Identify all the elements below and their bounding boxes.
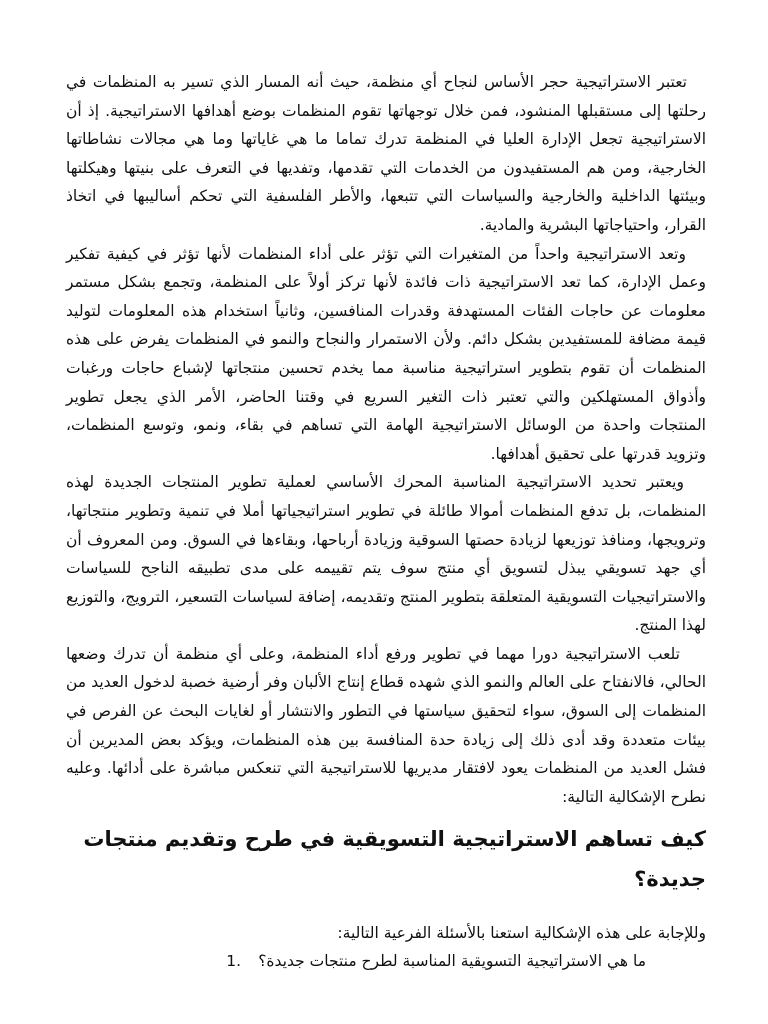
research-question-heading: كيف تساهم الاستراتيجية التسويقية في طرح وتقديم منتجات جديدة؟ (83, 827, 706, 892)
sub-questions-list (66, 947, 706, 975)
question-number: 1. (226, 952, 241, 971)
sub-questions-intro: وللإجابة على هذه الإشكالية استعنا بالأسئلة الفرعية التالية: (337, 924, 706, 943)
question-text: ما هي الاستراتيجية التسويقية المناسبة لطرح منتجات جديدة؟ (258, 952, 646, 971)
paragraph-1: تعتبر الاستراتيجية حجر الأساس لنجاح أي منظمة، حيث أنه المسار الذي تسير به المنظمات في رحلتها إلى مستقبلها المنشود، فمن خلال توجهاتها تقوم المنظمات بوضع أهدافها الاستراتيجية. إذ أن الاستراتيجية تجعل الإدارة العليا في المنظمة تدرك تماما ما هي غاياتها وما هي مجالات نشاطاتها الخارجية، ومن هم المستفيدون من الخدمات التي تقدمها، وتفديها في التعرف على بنيتها وهيكلتها وبيئتها الداخلية والخارجية والسياسات التي تتبعها، والأطر الفلسفية التي تحكم أساليبها في اتخاذ القرار، واحتياجاتها البشرية والمادية. (66, 73, 706, 234)
paragraph-3: ويعتبر تحديد الاستراتيجية المناسبة المحرك الأساسي لعملية تطوير المنتجات الجديدة لهذه المنظمات، بل تدفع المنظمات أموالا طائلة في تطوير استراتيجياتها أملا في تنمية وتطوير منتجاتها، وترويجها، ومنافذ توزيعها لزيادة حصتها السوقية وزيادة أرباحها، وبقاءها في السوق. ومن المعروف أن أي جهد تسويقي يبذل لتسويق أي منتج سوف يتم تقييمه على مدى تطبيقه الناجح للسياسات والاستراتيجيات التسويقية المتعلقة بتطوير المنتج وتقديمه، إضافة لسياسات التسعير، الترويج، والتوزيع لهذا المنتج. (66, 473, 706, 635)
paragraph-2: وتعد الاستراتيجية واحداً من المتغيرات التي تؤثر على أداء المنظمات لأنها تؤثر في كيفية تفكير وعمل الإدارة، كما تعد الاستراتيجية ذات فائدة لأنها تركز أولاً على المنظمة، وتجمع بشكل مستمر معلومات عن حاجات الفئات المستهدفة وقدرات المنافسين، وثانياً استخدام هذه المعلومات لتوليد قيمة مضافة للمستفيدين بشكل دائم. ولأن الاستمرار والنجاح والنمو في المنظمات يفرض على هذه المنظمات أن تقوم بتطوير استراتيجية مناسبة مما يخدم تحسين منتجاتها لإشباع حاجات ورغبات وأذواق المستهلكين والتي تعتبر ذات التغير السريع في وقتنا الحاضر، الأمر الذي يجعل تطوير المنتجات واحدة من الوسائل الاستراتيجية الهامة التي تساهم في بقاء، ونمو، وتوسع المنظمات، وتزويد قدرتها على تحقيق أهدافها. (66, 244, 706, 463)
list-item (66, 947, 706, 975)
paragraph-4: تلعب الاستراتيجية دورا مهما في تطوير ورفع أداء المنظمة، وعلى أي منظمة أن تدرك وضعها الحالي، فالانفتاح على العالم والنمو الذي شهده قطاع إنتاج الألبان وفر أرضية خصبة لدخول العديد من المنظمات إلى السوق، سواء لتحقيق سياستها في التطور والانتشار أو لغايات البحث عن الفرص في بيئات متعددة وقد أدى ذلك إلى زيادة حدة المنافسة بين هذه المنظمات، ويؤكد بعض المديرين أن فشل العديد من المنظمات يعود لافتقار مديريها للاستراتيجية التي تنعكس مباشرة على أدائها. وعليه نطرح الإشكالية التالية: (66, 644, 706, 806)
